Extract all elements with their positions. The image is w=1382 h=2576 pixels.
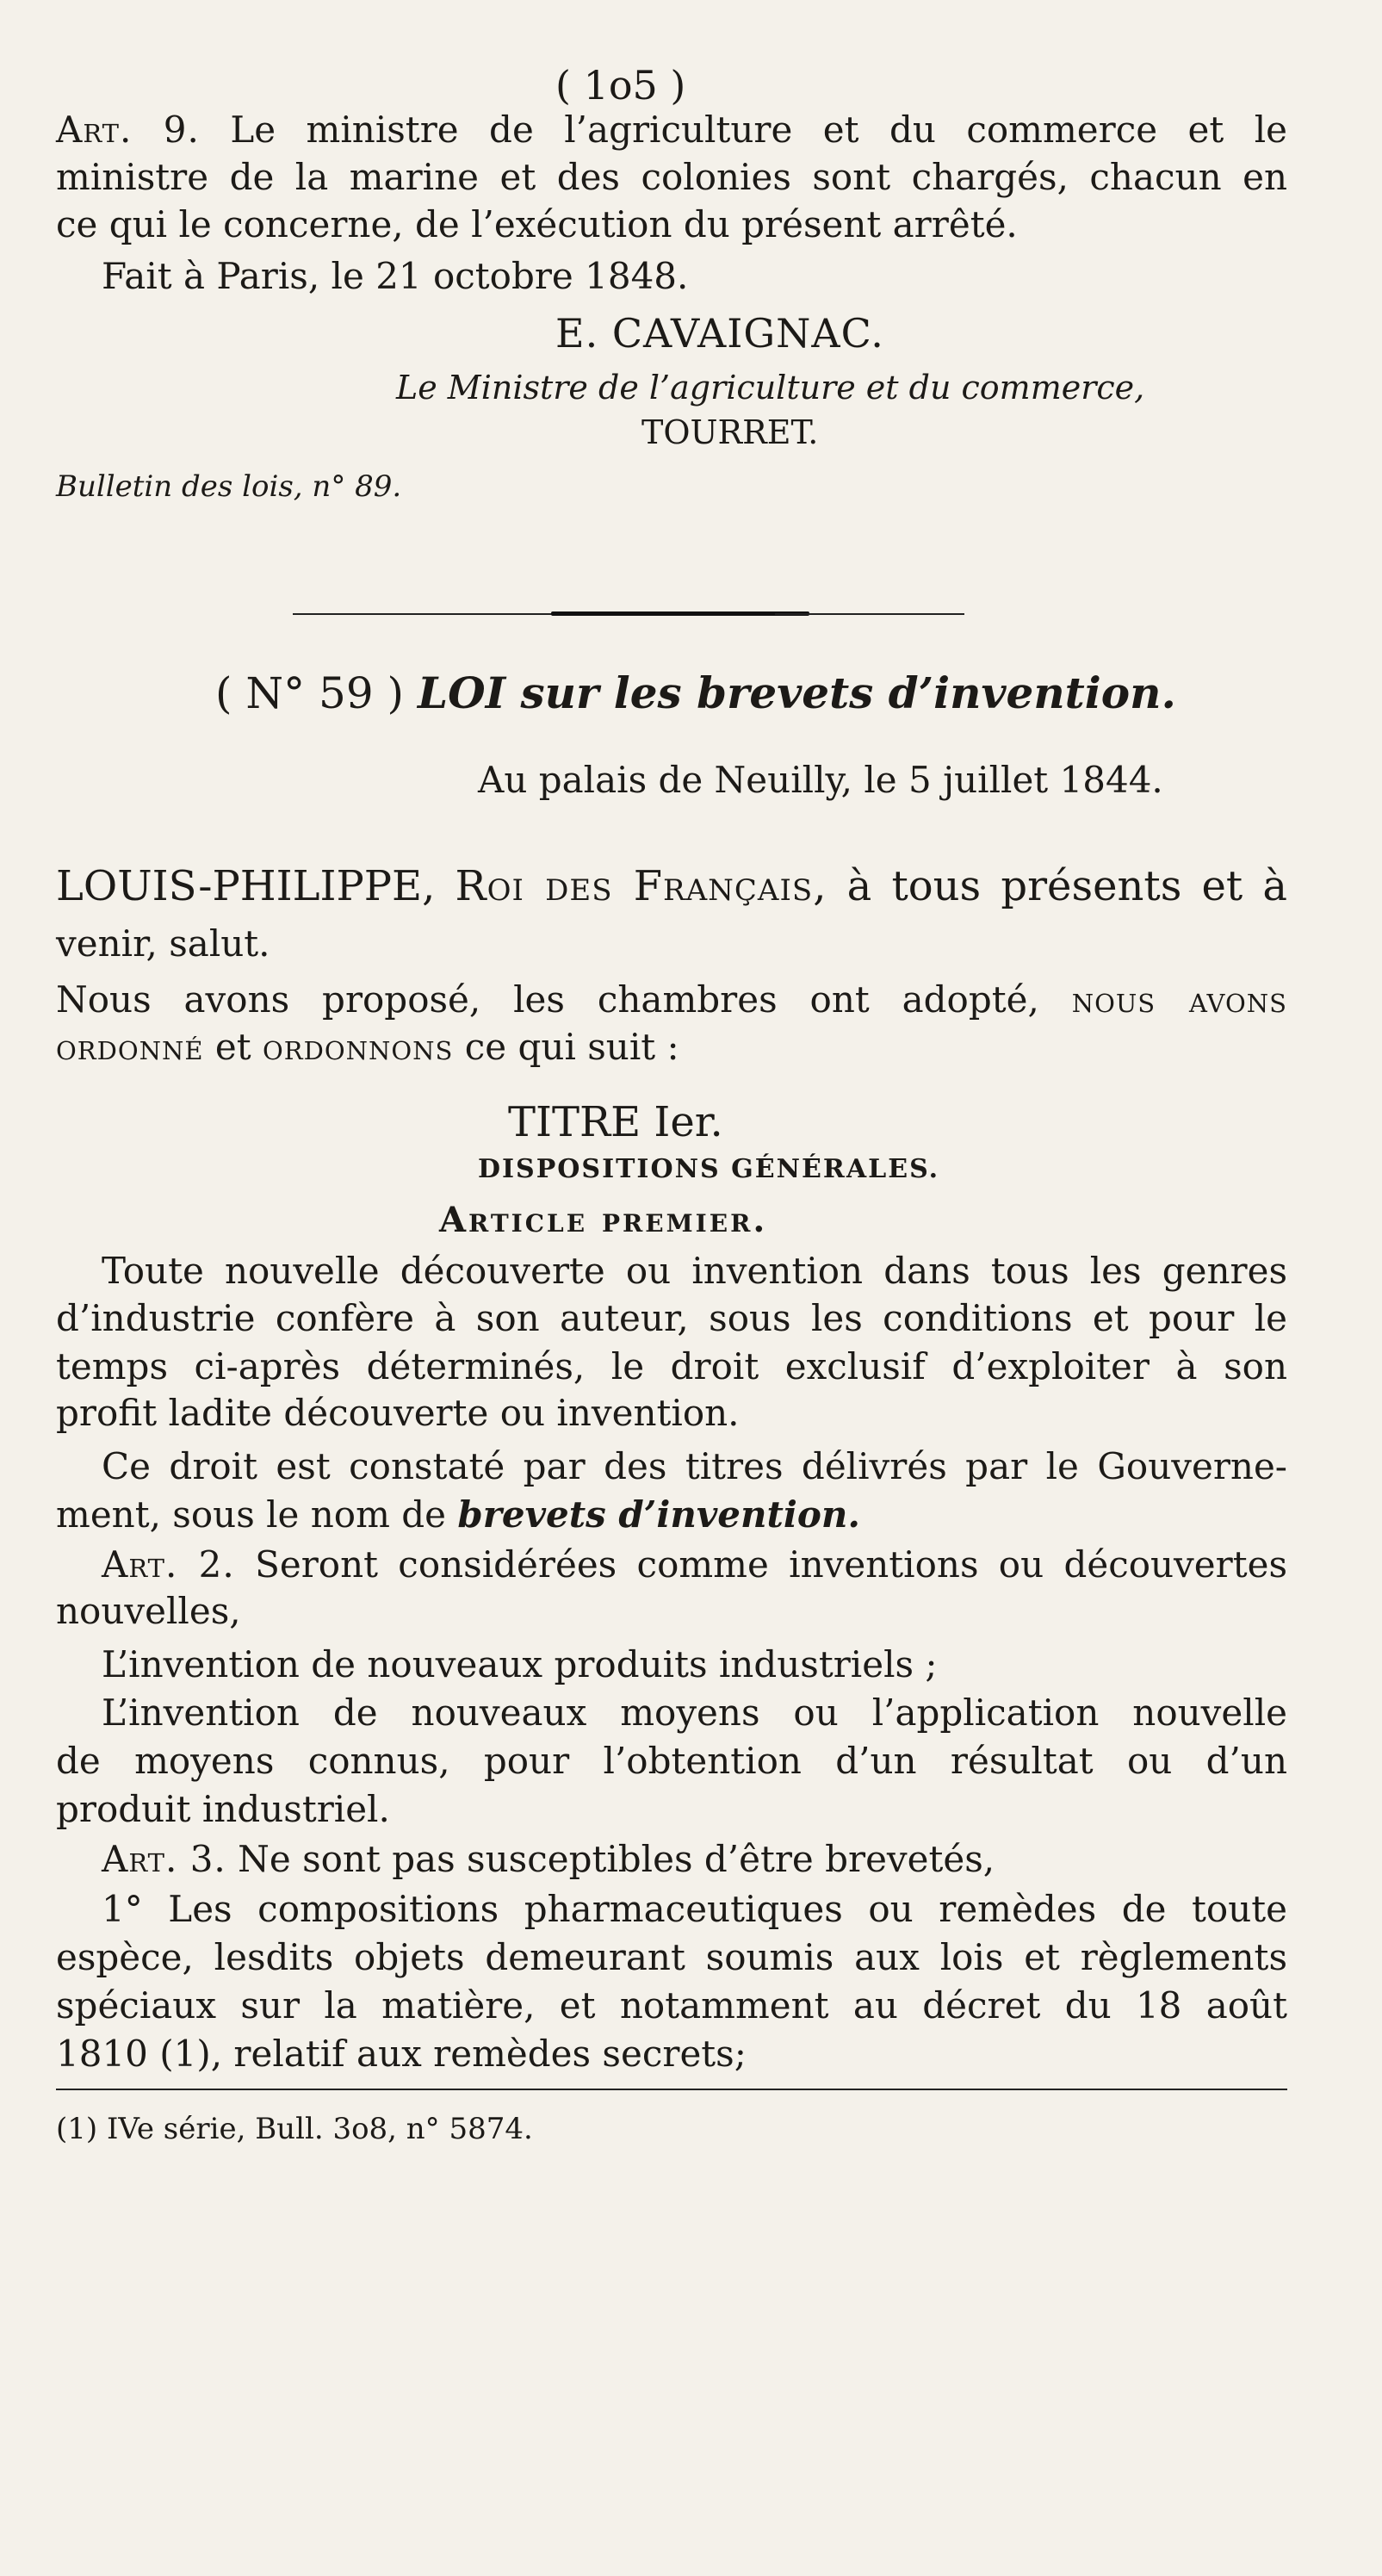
enactment-line2: ordonné et ordonnons ce qui suit :: [56, 1026, 679, 1068]
art3-item1-line1: 1° Les compositions pharmaceutiques ou remèdes de toute: [102, 1888, 1287, 1930]
art1-line2: d’industrie confère à son auteur, sous les conditions et pour le: [56, 1297, 1287, 1339]
art2-item2-line3: produit industriel.: [56, 1788, 390, 1830]
art2-item2-line1: L’invention de nouveaux moyens ou l’application nouvelle: [102, 1691, 1287, 1734]
signatory: E. CAVAIGNAC.: [555, 310, 884, 357]
art1-line4: profit ladite découverte ou invention.: [56, 1392, 740, 1434]
done-at-line: Fait à Paris, le 21 octobre 1848.: [102, 255, 689, 297]
bulletin-reference: Bulletin des lois, n° 89.: [56, 469, 402, 504]
separator-rule-center: [551, 611, 809, 616]
page-number: ( 1o5 ): [555, 62, 686, 109]
law-title: LOI sur les brevets d’invention.: [417, 667, 1176, 718]
king-name: LOUIS-PHILIPPE,: [56, 862, 436, 910]
art3-item1-line3: spéciaux sur la matière, et notamment au décret du 18 août: [56, 1984, 1287, 2027]
art2-line2: nouvelles,: [56, 1590, 241, 1632]
minister-name: TOURRET.: [641, 413, 819, 451]
law-heading: [215, 667, 1176, 718]
preamble-line1: LOUIS-PHILIPPE, Roi des Français, à tous présents et à: [56, 862, 1287, 910]
titre-subtitle: DISPOSITIONS GÉNÉRALES.: [478, 1154, 940, 1184]
titre-heading: TITRE Ier.: [508, 1098, 723, 1146]
art1b-line2: ment, sous le nom de brevets d’invention.: [56, 1493, 861, 1536]
art2-line1: Art. 2. Seront considérées comme inventions ou découvertes: [102, 1543, 1288, 1586]
art9-line3: ce qui le concerne, de l’exécution du présent arrêté.: [56, 203, 1018, 245]
footnote-rule: [56, 2089, 1287, 2090]
art1-line3: temps ci-après déterminés, le droit exclusif d’exploiter à son: [56, 1345, 1287, 1387]
art2-item2-line2: de moyens connus, pour l’obtention d’un résultat ou d’un: [56, 1740, 1287, 1782]
art2-label: Art. 2.: [102, 1543, 235, 1586]
art9-label: Art. 9.: [56, 109, 200, 151]
art9-line2: ministre de la marine et des colonies sont chargés, chacun en: [56, 156, 1287, 198]
art1-line1: Toute nouvelle découverte ou invention dans tous les genres: [102, 1250, 1287, 1292]
art3-label: Art. 3.: [102, 1838, 226, 1880]
footnote: (1) IVe série, Bull. 3o8, n° 5874.: [56, 2112, 533, 2146]
place-date: Au palais de Neuilly, le 5 juillet 1844.: [478, 759, 1163, 801]
preamble-line2: venir, salut.: [56, 922, 270, 965]
minister-title: Le Ministre de l’agriculture et du commerce,: [396, 369, 1145, 407]
separator-rule-right: [775, 613, 964, 615]
law-number: ( N° 59 ): [215, 668, 405, 718]
art9-line1: Art. 9. Le ministre de l’agriculture et du commerce et le: [56, 109, 1287, 151]
art3-item1-line4: 1810 (1), relatif aux remèdes secrets;: [56, 2033, 747, 2075]
art1b-line1: Ce droit est constaté par des titres délivrés par le Gouverne-: [102, 1445, 1287, 1487]
art3-line1: Art. 3. Ne sont pas susceptibles d’être brevetés,: [102, 1838, 995, 1880]
article-premier-heading: Article premier.: [439, 1200, 768, 1240]
art3-item1-line2: espèce, lesdits objets demeurant soumis aux lois et règlements: [56, 1936, 1287, 1978]
enactment-line1: Nous avons proposé, les chambres ont adopté, nous avons: [56, 978, 1287, 1021]
art2-item1: L’invention de nouveaux produits industriels ;: [102, 1643, 938, 1685]
